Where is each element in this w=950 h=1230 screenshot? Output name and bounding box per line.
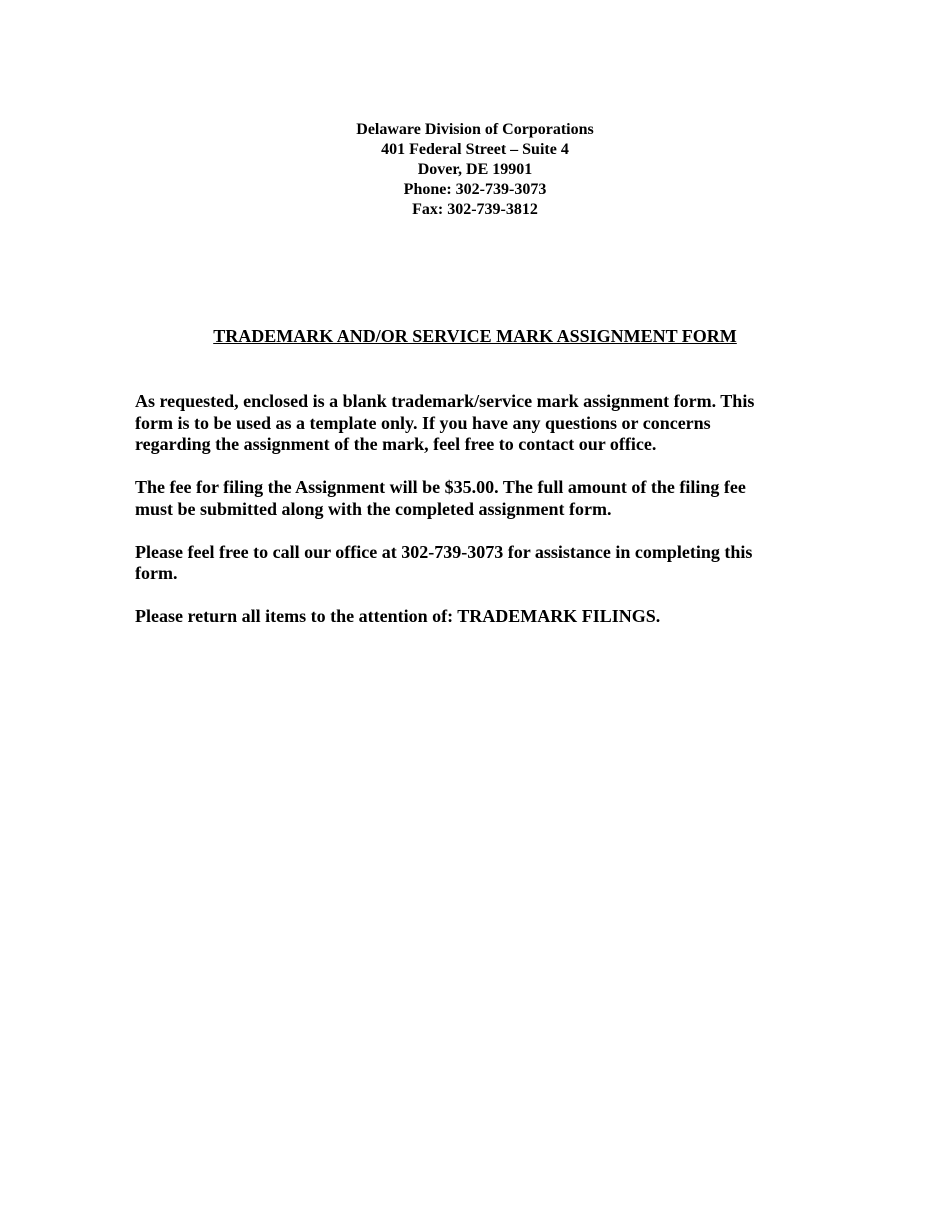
org-name: Delaware Division of Corporations	[356, 121, 594, 138]
paragraph-line: Please return all items to the attention of: TRADEMARK FILINGS.	[135, 606, 661, 626]
paragraph-return	[135, 606, 795, 628]
paragraph-line: As requested, enclosed is a blank trademark/service mark assignment form. This	[135, 391, 755, 411]
paragraph-fee	[135, 477, 795, 520]
letterhead	[0, 120, 950, 220]
phone-number: Phone: 302-739-3073	[403, 181, 547, 198]
fax-number: Fax: 302-739-3812	[412, 201, 538, 218]
paragraph-line: The fee for filing the Assignment will be $35.00. The full amount of the filing fee	[135, 477, 746, 497]
paragraph-line: must be submitted along with the completed assignment form.	[135, 498, 612, 519]
paragraph-line: form is to be used as a template only. If you have any questions or concerns	[135, 412, 711, 433]
paragraph-line: Please feel free to call our office at 302-739-3073 for assistance in completing this	[135, 541, 753, 562]
street-address: 401 Federal Street – Suite 4	[381, 141, 569, 158]
paragraph-assistance	[135, 542, 795, 585]
paragraph-line: regarding the assignment of the mark, feel free to contact our office.	[135, 434, 657, 454]
city-state-zip: Dover, DE 19901	[417, 161, 533, 178]
body-text	[135, 391, 795, 649]
paragraph-line: form.	[135, 563, 178, 583]
form-title: TRADEMARK AND/OR SERVICE MARK ASSIGNMENT FORM	[213, 326, 737, 346]
paragraph-intro	[135, 391, 795, 456]
